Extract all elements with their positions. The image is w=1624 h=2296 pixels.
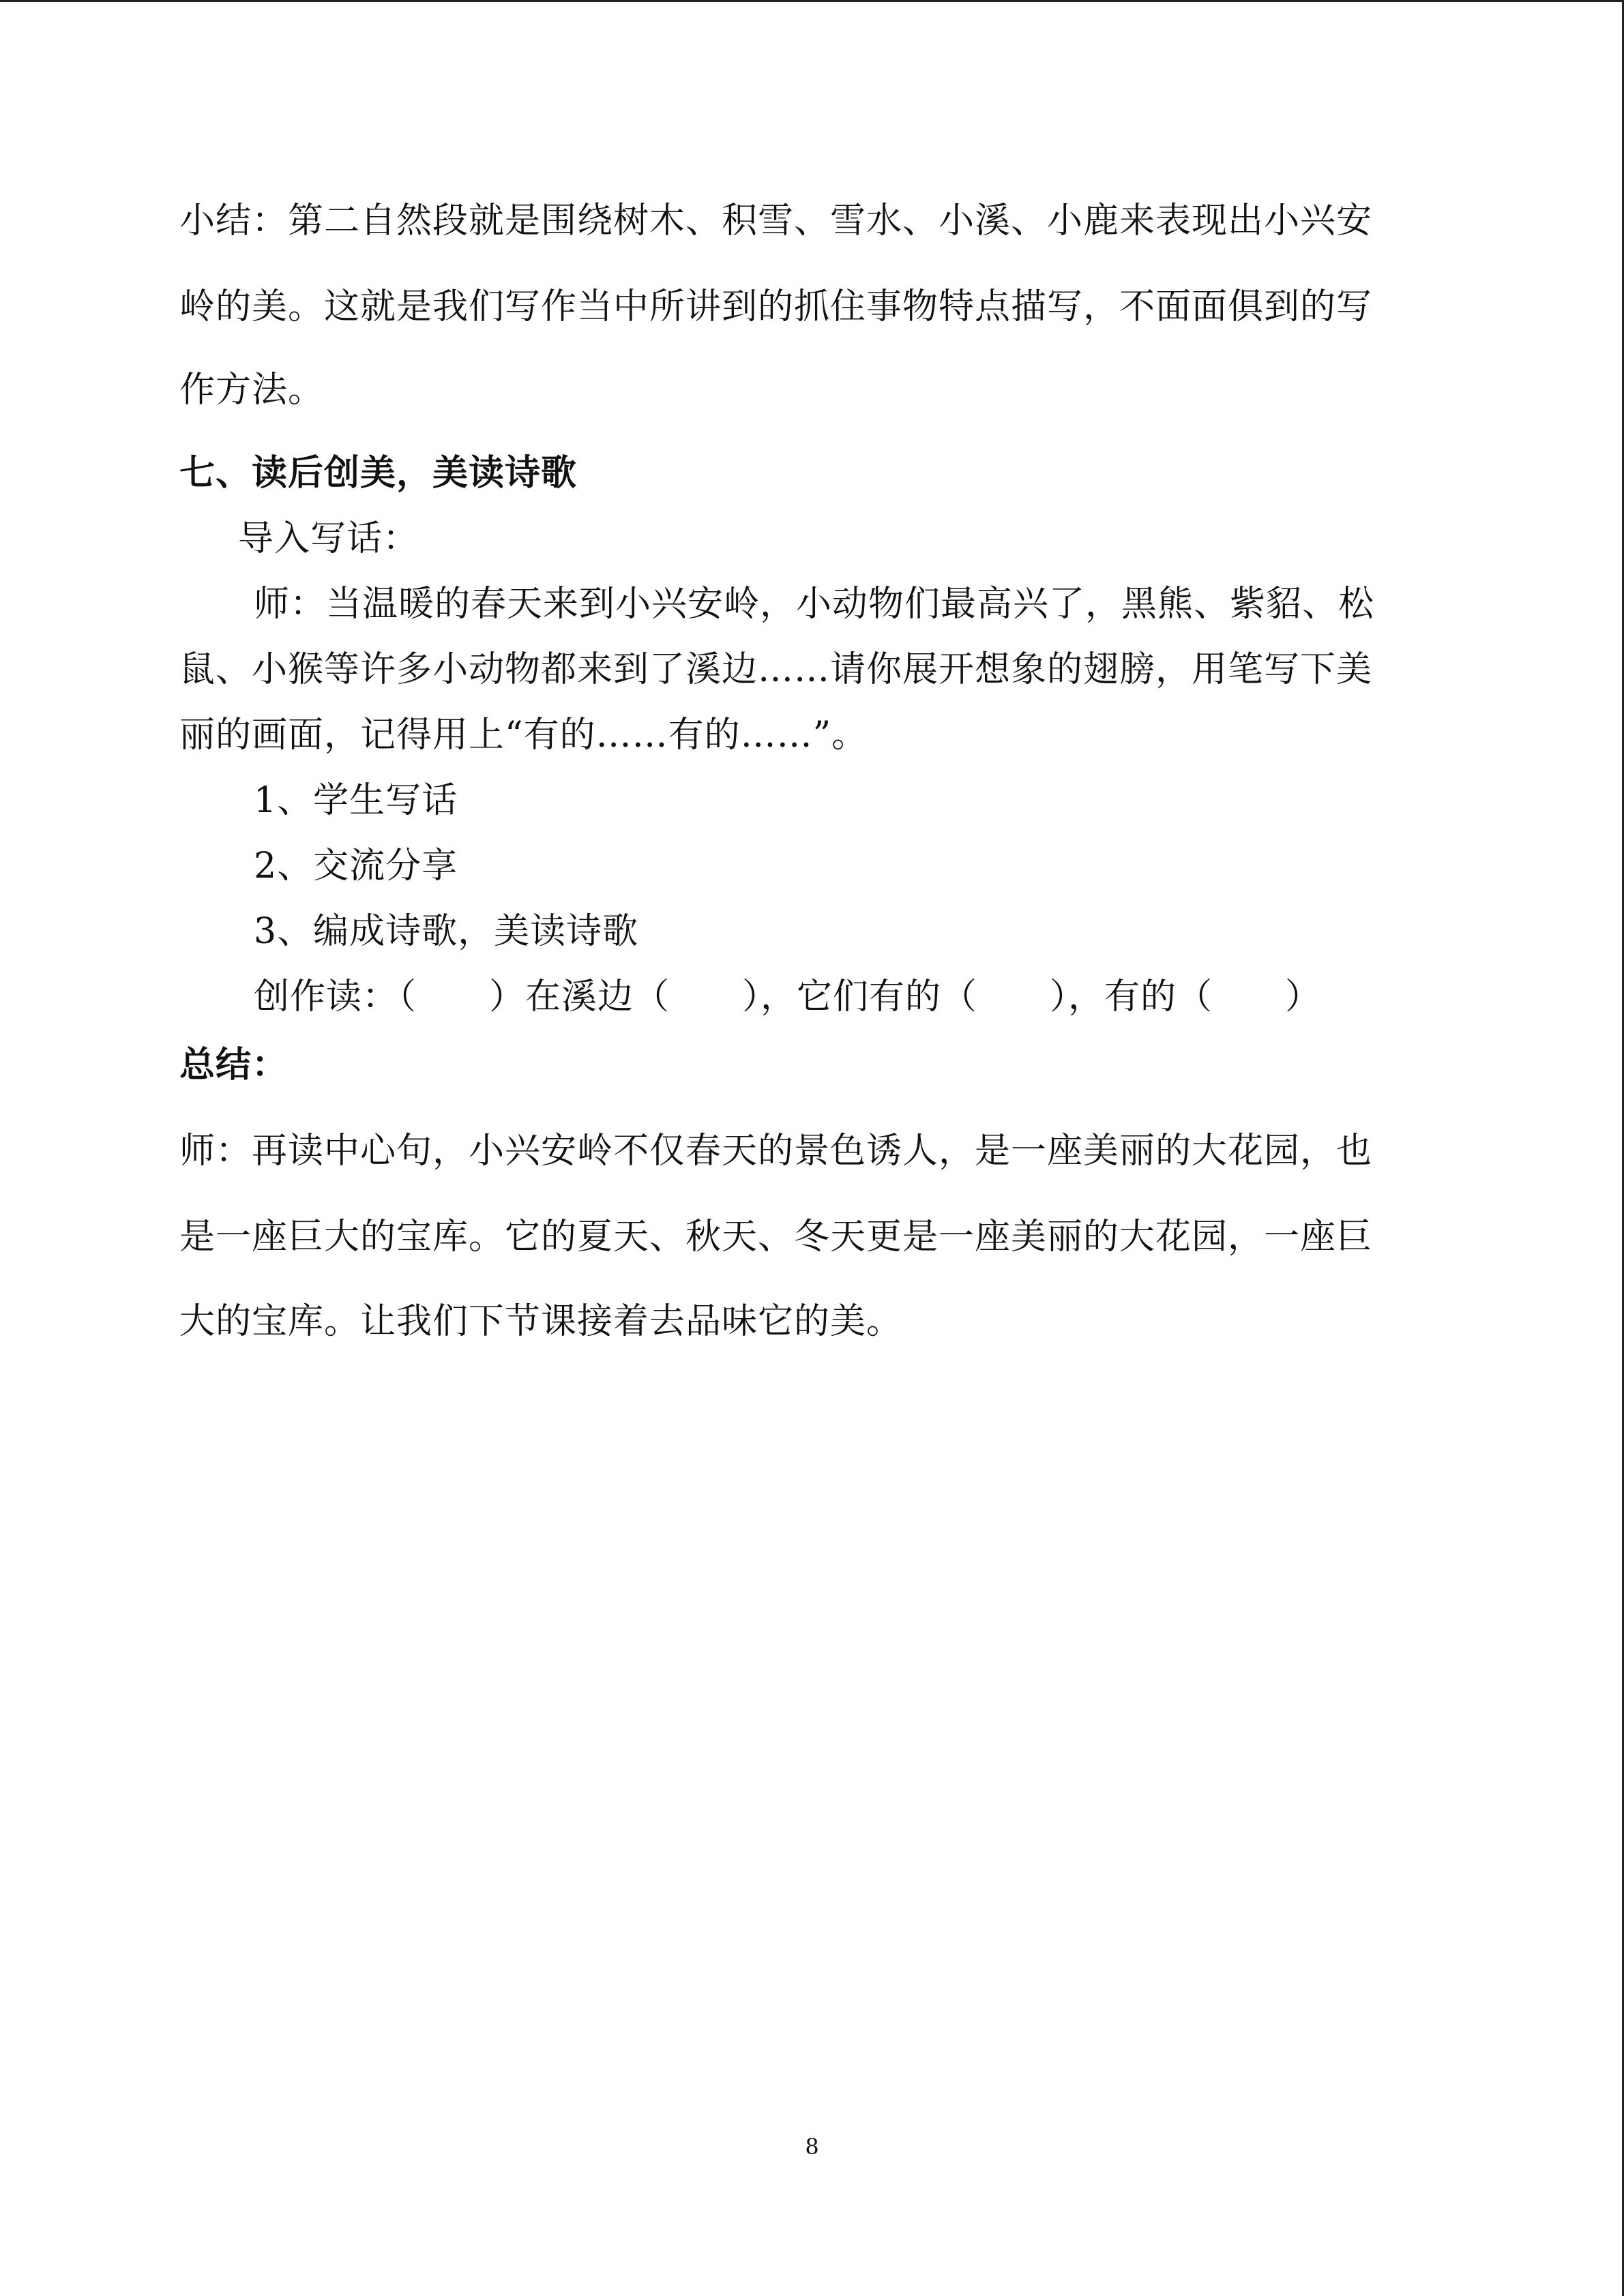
teacher-line-2: 鼠、小猴等许多小动物都来到了溪边……请你展开想象的翅膀，用笔写下美 (179, 649, 1373, 690)
summary-line-2: 岭的美。这就是我们写作当中所讲到的抓住事物特点描写，不面面俱到的写 (179, 286, 1373, 327)
creative-reading: 创作读：（ ）在溪边（ ），它们有的（ ），有的（ ） (254, 976, 1322, 1017)
summary-line-3: 作方法。 (179, 370, 325, 411)
step-3: 3、编成诗歌，美读诗歌 (254, 911, 639, 952)
page-number: 8 (805, 2134, 819, 2160)
step-2: 2、交流分享 (254, 846, 458, 886)
conclusion-heading: 总结： (179, 1044, 289, 1086)
teacher-line-3: 丽的画面，记得用上“有的……有的……”。 (179, 715, 868, 756)
conclusion-line-1: 师：再读中心句，小兴安岭不仅春天的景色诱人，是一座美丽的大花园，也 (179, 1131, 1373, 1172)
teacher-line-1: 师：当温暖的春天来到小兴安岭，小动物们最高兴了，黑熊、紫貂、松 (254, 584, 1375, 625)
conclusion-line-3: 大的宝库。让我们下节课接着去品味它的美。 (179, 1301, 903, 1342)
section-heading: 七、读后创美，美读诗歌 (179, 452, 578, 494)
conclusion-line-2: 是一座巨大的宝库。它的夏天、秋天、冬天更是一座美丽的大花园，一座巨 (179, 1217, 1373, 1257)
summary-line-1: 小结：第二自然段就是围绕树木、积雪、雪水、小溪、小鹿来表现出小兴安 (179, 200, 1373, 241)
page-top-border (0, 0, 1624, 2)
intro-label: 导入写话： (238, 518, 419, 559)
step-1: 1、学生写话 (254, 780, 458, 821)
